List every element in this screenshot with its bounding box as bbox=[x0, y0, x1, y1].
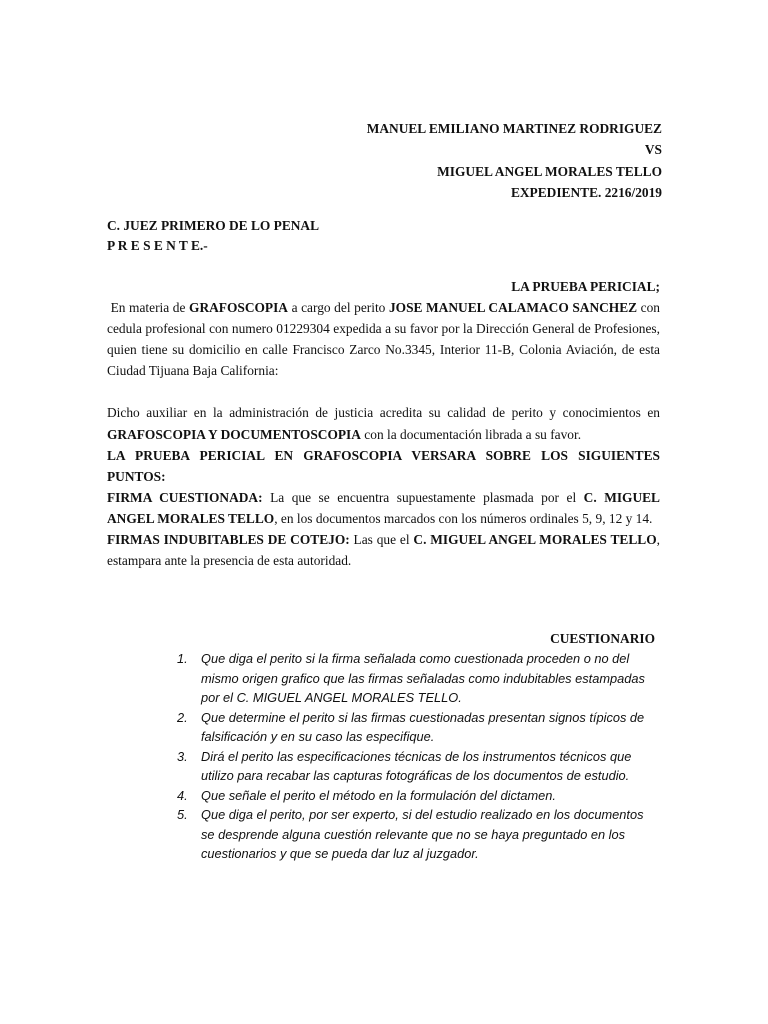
item-text: Que diga el perito si la firma señalada como cuestionada proceden o no del mismo origen grafico que las firmas señaladas como indubitables estampadas por el C. MIGUEL ANGEL MORALES TELLO. bbox=[201, 651, 645, 705]
defendant-name: MIGUEL ANGEL MORALES TELLO bbox=[437, 163, 662, 179]
text-run: con la documentación librada a su favor. bbox=[360, 426, 582, 442]
list-item bbox=[177, 747, 647, 786]
paragraph-credentials bbox=[107, 402, 660, 444]
expert-name: JOSE MANUEL CALAMACO SANCHEZ bbox=[388, 300, 638, 316]
paragraph-firmas-indubitables bbox=[107, 529, 660, 571]
bold-run: C. MIGUEL ANGEL MORALES TELLO bbox=[413, 532, 657, 548]
bold-run: LA PRUEBA PERICIAL EN GRAFOSCOPIA VERSARA SOBRE LOS SIGUIENTES PUNTOS: bbox=[107, 447, 660, 484]
item-text: Que señale el perito el método en la formulación del dictamen. bbox=[201, 787, 556, 803]
paragraph-gap bbox=[107, 381, 660, 402]
item-number: 3. bbox=[177, 748, 188, 764]
item-number: 1. bbox=[177, 651, 188, 666]
text-run: , en los documentos marcados con los números ordinales 5, 9, 12 y 14. bbox=[274, 510, 653, 526]
item-number: 4. bbox=[177, 787, 188, 803]
text-run: a cargo del perito bbox=[287, 300, 389, 316]
text-run: En materia de bbox=[110, 300, 190, 316]
text-run: Dicho auxiliar en la administración de justicia acredita su calidad de perito y conocimientos en bbox=[107, 405, 660, 421]
text-run: con cedula profesional con numero 01229304 expedida a su favor por la Dirección General de Profesiones, quien tiene su domicilio en calle Francisco Zarco No.3345, Interior 11-B, Colonia Aviación, de esta Ciudad Tijuana Baja California: bbox=[107, 300, 661, 379]
item-text: Dirá el perito las especificaciones técnicas de los instrumentos técnicos que utilizo para recabar las capturas fotográficas de los documentos de estudio. bbox=[201, 748, 632, 783]
addressee-block bbox=[107, 216, 319, 257]
item-number: 2. bbox=[177, 709, 188, 725]
case-header bbox=[367, 118, 662, 204]
judge-title: C. JUEZ PRIMERO DE LO PENAL bbox=[107, 218, 320, 233]
item-text: Que diga el perito, por ser experto, si del estudio realizado en los documentos se desprende alguna cuestión relevante que no se haya preguntado en los cuestionarios y que se pueda dar luz al juzgador. bbox=[201, 807, 644, 861]
versus-label: VS bbox=[644, 142, 662, 158]
paragraph-expert bbox=[107, 297, 660, 381]
item-text: Que determine el perito si las firmas cuestionadas presentan signos típicos de falsificación y en su caso las especifique. bbox=[201, 709, 645, 744]
bold-run: GRAFOSCOPIA bbox=[189, 300, 288, 316]
file-number: EXPEDIENTE. 2216/2019 bbox=[510, 185, 662, 201]
paragraph-firma-cuestionada bbox=[107, 487, 660, 529]
text-run: , estampara ante la presencia de esta autoridad. bbox=[107, 532, 660, 569]
bold-run: C. MIGUEL ANGEL MORALES TELLO bbox=[107, 489, 660, 526]
section-title: LA PRUEBA PERICIAL; bbox=[511, 279, 660, 294]
bold-run: GRAFOSCOPIA Y DOCUMENTOSCOPIA bbox=[107, 426, 361, 442]
plaintiff-name: MANUEL EMILIANO MARTINEZ RODRIGUEZ bbox=[366, 121, 662, 136]
document-body bbox=[107, 276, 660, 571]
points-heading bbox=[107, 445, 660, 487]
text-run: Las que el bbox=[349, 532, 414, 548]
list-item bbox=[177, 786, 647, 806]
list-item bbox=[177, 805, 647, 864]
question-list bbox=[177, 649, 647, 864]
label-run: FIRMAS INDUBITABLES DE COTEJO: bbox=[107, 532, 350, 548]
item-number: 5. bbox=[177, 807, 188, 822]
text-run: La que se encuentra supuestamente plasmada por el bbox=[262, 489, 584, 505]
list-item bbox=[177, 708, 647, 747]
label-run: FIRMA CUESTIONADA: bbox=[107, 489, 263, 505]
present-label: P R E S E N T E.- bbox=[107, 238, 208, 254]
cuestionario-title: CUESTIONARIO bbox=[550, 631, 655, 646]
list-item bbox=[177, 649, 647, 708]
